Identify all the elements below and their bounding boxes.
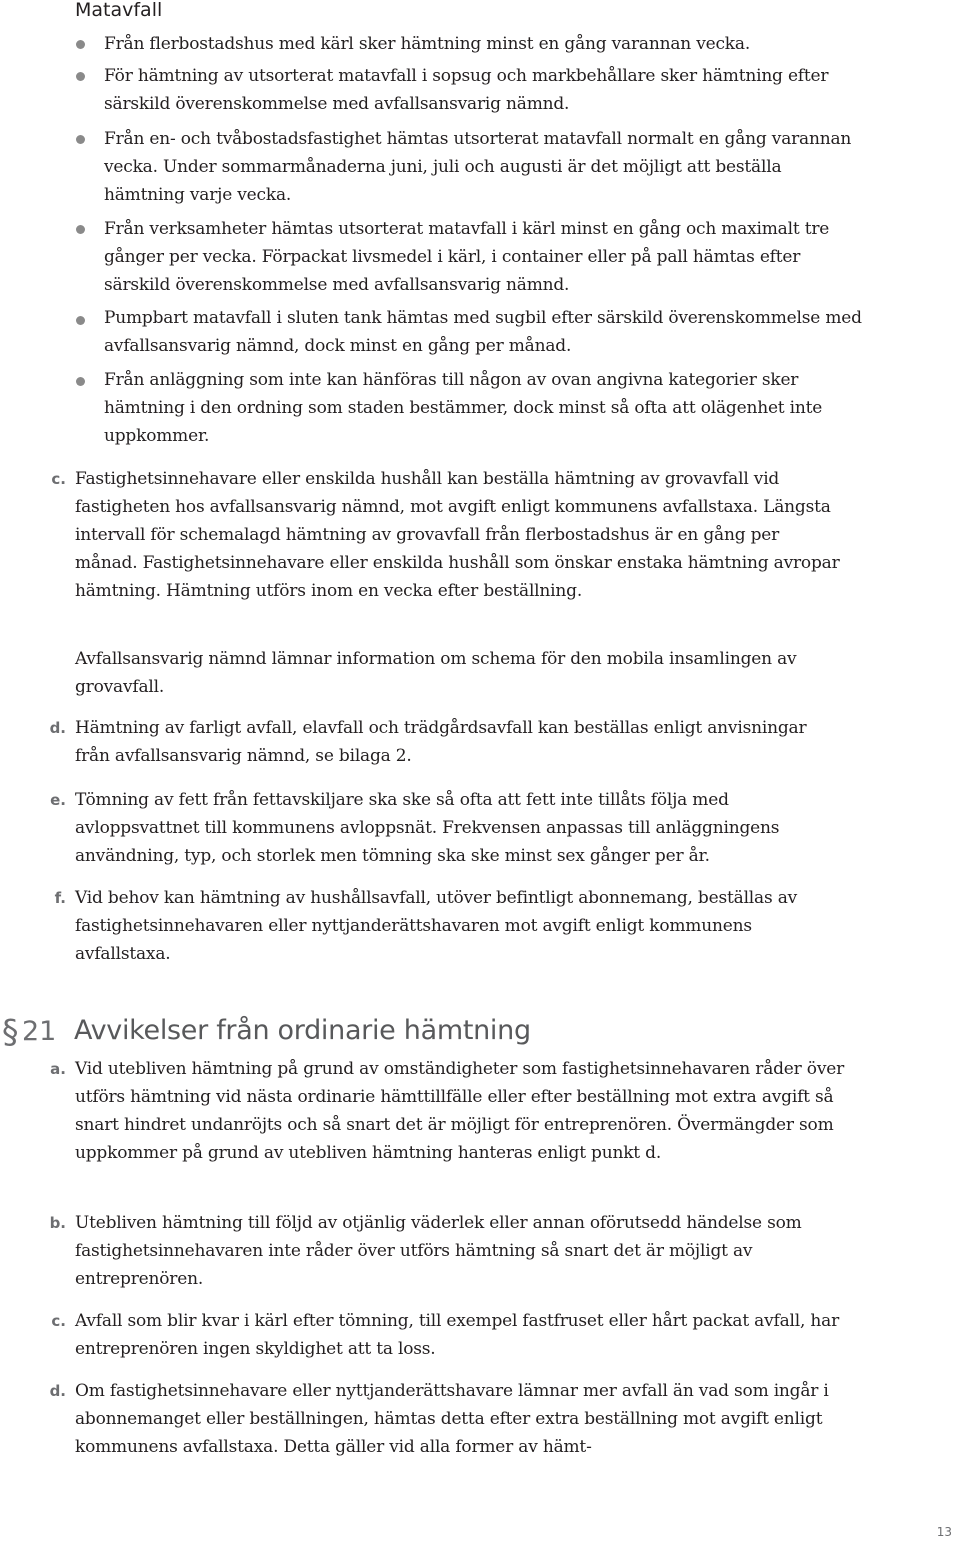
item-text: Vid behov kan hämtning av hushållsavfall, utöver befintligt abonnemang, beställas av fastighetsinnehavaren eller nyttjanderättshavaren mot avgift enligt kommunens avfallstaxa.	[75, 888, 798, 964]
item-letter: d.	[49, 719, 66, 737]
bullet-item: Pumpbart matavfall i sluten tank hämtas med sugbil efter särskild överenskommelse med avfallsansvarig nämnd, dock minst en gång per månad.	[104, 308, 862, 356]
item-letter: a.	[50, 1060, 66, 1078]
item-text: Utebliven hämtning till följd av otjänlig väderlek eller annan oförutsedd händelse som fastighetsinnehavaren inte råder över utförs hämtning så snart det är möjligt av entreprenören.	[75, 1213, 802, 1289]
bullet-dot-icon	[76, 40, 85, 49]
section-title: Avvikelser från ordinarie hämtning	[74, 1015, 531, 1046]
bullet-item: Från en- och tvåbostadsfastighet hämtas utsorterat matavfall normalt en gång varannan vecka. Under sommarmånaderna juni, juli och augusti är det möjligt att beställa hämtning varje vecka.	[104, 129, 852, 205]
bullet-item: Från anläggning som inte kan hänföras till någon av ovan angivna kategorier sker hämtning i den ordning som staden bestämmer, dock minst så ofta att olägenhet inte uppkommer.	[104, 370, 823, 446]
item-text: Vid utebliven hämtning på grund av omständigheter som fastighetsinnehavaren råder över utförs hämtning vid nästa ordinarie hämttillfälle eller efter beställning mot extra avgift så snart hindret undanröjts och så snart det är möjligt för entreprenören. Övermängder som uppkommer på grund av utebliven hämtning hanteras enligt punkt d.	[75, 1059, 845, 1163]
item-letter: d.	[49, 1382, 66, 1400]
item-text: Om fastighetsinnehavare eller nyttjanderättshavare lämnar mer avfall än vad som ingår i abonnemanget eller beställningen, hämtas detta efter extra beställning mot avgift enligt kommunens avfallstaxa. Detta gäller vid alla former av hämt-	[75, 1381, 829, 1457]
bullet-item: För hämtning av utsorterat matavfall i sopsug och markbehållare sker hämtning efter särskild överenskommelse med avfallsansvarig nämnd.	[104, 66, 829, 114]
bullet-item: Från verksamheter hämtas utsorterat matavfall i kärl minst en gång och maximalt tre gånger per vecka. Förpackat livsmedel i kärl, i container eller på pall hämtas efter särskild överenskommelse med avfallsansvarig nämnd.	[104, 219, 830, 295]
item-text: Avfallsansvarig nämnd lämnar information om schema för den mobila insamlingen av grovavfall.	[75, 649, 797, 697]
bullet-item: Från flerbostadshus med kärl sker hämtning minst en gång varannan vecka.	[104, 34, 751, 54]
bullet-dot-icon	[76, 316, 85, 325]
item-letter: e.	[50, 791, 66, 809]
item-text: Avfall som blir kvar i kärl efter tömning, till exempel fastfruset eller hårt packat avfall, har entreprenören ingen skyldighet att ta loss.	[75, 1311, 840, 1359]
item-letter: b.	[49, 1214, 66, 1232]
item-text: Fastighetsinnehavare eller enskilda hushåll kan beställa hämtning av grovavfall vid fastigheten hos avfallsansvarig nämnd, mot avgift enligt kommunens avfallstaxa. Längsta intervall för schemalagd hämtning av grovavfall från flerbostadshus är en gång per månad. Fastighetsinnehavare eller enskilda hushåll som önskar enstaka hämtning avropar hämtning. Hämtning utförs inom en vecka efter beställning.	[75, 469, 840, 601]
item-text: Hämtning av farligt avfall, elavfall och trädgårdsavfall kan beställas enligt anvisningar från avfallsansvarig nämnd, se bilaga 2.	[75, 718, 807, 766]
item-letter: f.	[54, 889, 66, 907]
section-symbol: §	[2, 1012, 19, 1051]
bullet-dot-icon	[76, 135, 85, 144]
section-number: 21	[22, 1016, 57, 1047]
subheading: Matavfall	[75, 0, 163, 21]
item-text: Tömning av fett från fettavskiljare ska ske så ofta att fett inte tillåts följa med avloppsvattnet till kommunens avloppsnät. Frekvensen anpassas till anläggningens användning, typ, och storlek men tömning ska ske minst sex gånger per år.	[75, 790, 780, 866]
bullet-dot-icon	[76, 72, 85, 81]
item-letter: c.	[51, 470, 66, 488]
page-number: 13	[936, 1525, 952, 1539]
item-letter: c.	[51, 1312, 66, 1330]
bullet-dot-icon	[76, 377, 85, 386]
bullet-dot-icon	[76, 225, 85, 234]
